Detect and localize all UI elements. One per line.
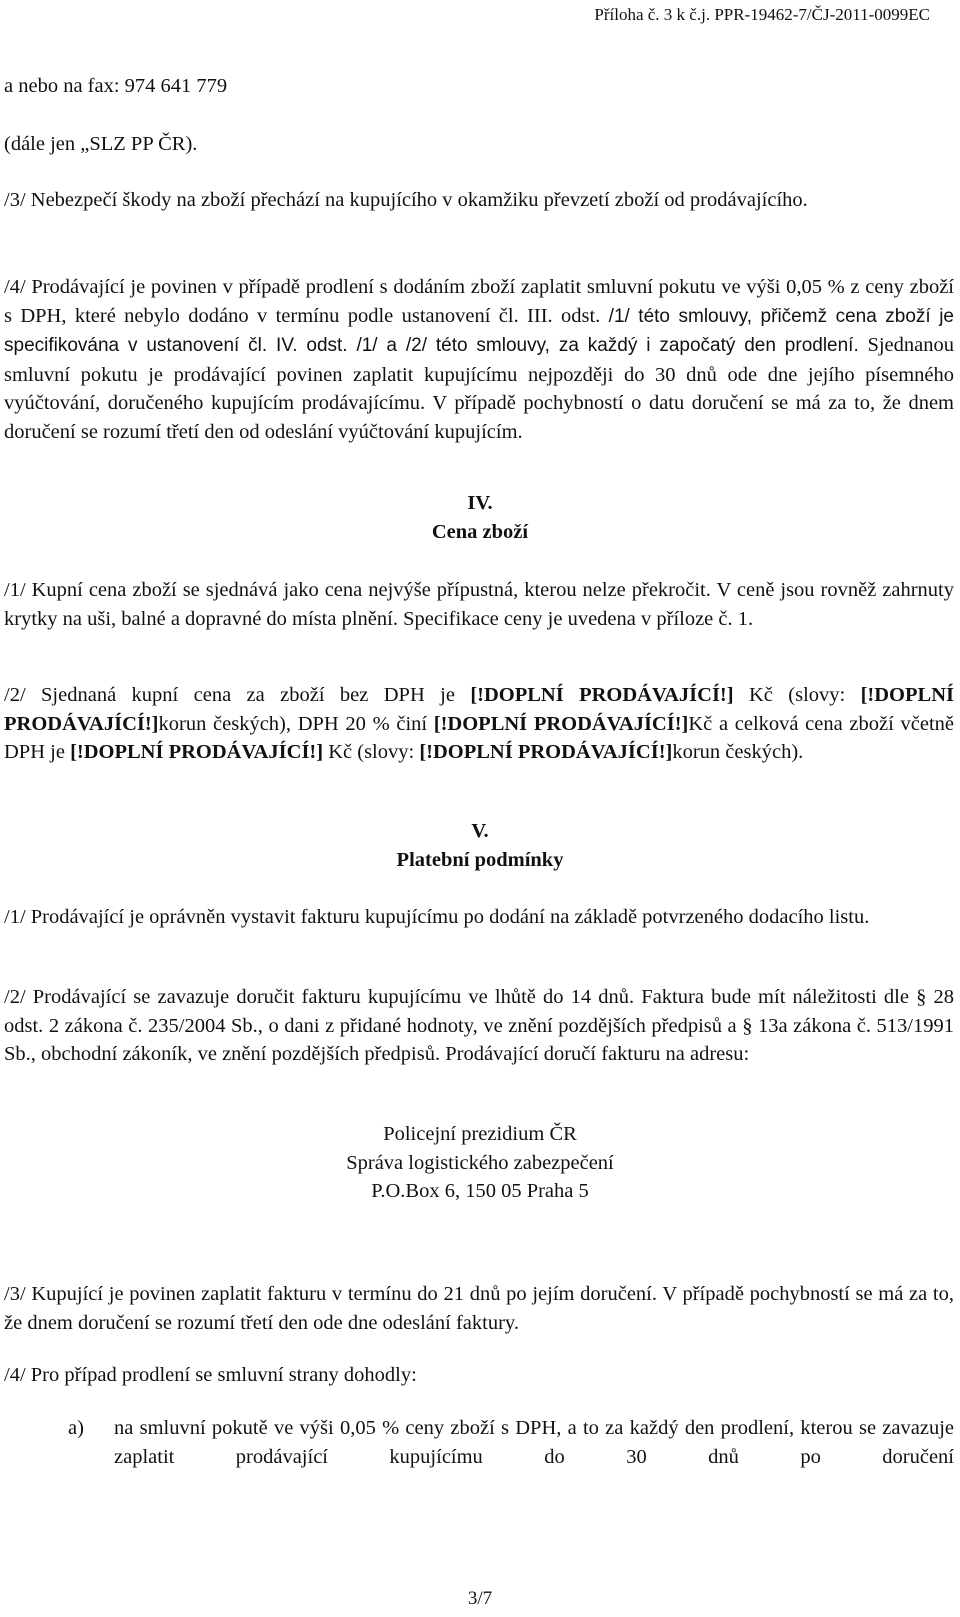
fill-placeholder: [!DOPLNÍ PRODÁVAJÍCÍ!] [470, 684, 734, 706]
section-5-paragraph-1: /1/ Prodávající je oprávněn vystavit fakturu kupujícímu po dodání na základě potvrzeného dodacího listu. [4, 906, 870, 928]
section-5-paragraph-3: /3/ Kupující je povinen zaplatit fakturu v termínu do 21 dnů po jejím doručení. V případě pochybností se má za to, že dnem doručení se rozumí třetí den ode dne odeslání faktury. [4, 1283, 954, 1334]
paragraph-3-risk: /3/ Nebezpečí škody na zboží přechází na kupujícího v okamžiku převzetí zboží od prodávajícího. [4, 189, 808, 211]
document-reference: Příloha č. 3 k č.j. PPR-19462-7/ČJ-2011-0099EC [594, 5, 930, 24]
paragraph-4-part-3: Sjednanou smluvní pokutu je prodávající povinen zaplatit kupujícímu nejpozději do 30 dnů ode dne jejího písemného vyúčtování, doručeného kupujícím prodávajícímu. V případě pochybností o datu doručení se má za to, že dnem doručení se rozumí třetí den od odeslání vyúčtování kupujícím. [4, 334, 955, 443]
fill-placeholder: [!DOPLNÍ PRODÁVAJÍCÍ!] [4, 684, 954, 735]
section-4-paragraph-1: /1/ Kupní cena zboží se sjednává jako cena nejvýše přípustná, kterou nelze překročit. V ceně jsou rovněž zahrnuty krytky na uši, balné a dopravné do místa plnění. Specifikace ceny je uvedena v příloze č. 1. [4, 579, 954, 630]
abbreviation-line: (dále jen „SLZ PP ČR). [4, 133, 198, 155]
section-5-title: Platební podmínky [396, 849, 564, 871]
paragraph-4-part-2: /1/ této smlouvy, přičemž cena zboží je specifikována v ustanovení čl. IV. odst. /1/ a /2/ této smlouvy, za každý i započatý den prodlení. [4, 305, 954, 356]
list-item-text: na smluvní pokutě ve výši 0,05 % ceny zboží s DPH, a to za každý den prodlení, kterou se zavazuje zaplatit prodávající kupujícímu do 30 dnů po doručení [114, 1417, 954, 1468]
section-4-paragraph-2: /2/ Sjednaná kupní cena za zboží bez DPH je [!DOPLNÍ PRODÁVAJÍCÍ!] Kč (slovy: [!DOPLNÍ PRODÁVAJÍCÍ!]korun českých), DPH 20 % činí [!DOPLNÍ PRODÁVAJÍCÍ!]Kč a celková cena zboží včetně DPH je [!DOPLNÍ PRODÁVAJÍCÍ!] Kč (slovy: [!DOPLNÍ PRODÁVAJÍCÍ!]korun českých). [4, 684, 954, 763]
list-item-a [68, 1414, 954, 1471]
list-marker: a) [68, 1417, 84, 1439]
address-line-1: Policejní prezidium ČR [383, 1123, 577, 1145]
section-4-title: Cena zboží [431, 521, 529, 543]
page-number: 3/7 [467, 1588, 493, 1609]
section-5-paragraph-4: /4/ Pro případ prodlení se smluvní strany dohodly: [4, 1364, 417, 1386]
paragraph-4-part-1: /4/ Prodávající je povinen v případě prodlení s dodáním zboží zaplatit smluvní pokutu ve výši 0,05 % z ceny zboží s DPH, které nebylo dodáno v termínu podle ustanovení čl. III. odst. [4, 276, 954, 327]
address-line-2: Správa logistického zabezpečení [346, 1152, 614, 1174]
section-4-number: IV. [467, 492, 493, 514]
fill-placeholder: [!DOPLNÍ PRODÁVAJÍCÍ!] [433, 712, 689, 735]
section-5-paragraph-2: /2/ Prodávající se zavazuje doručit fakturu kupujícímu ve lhůtě do 14 dnů. Faktura bude mít náležitosti dle § 28 odst. 2 zákona č. 235/2004 Sb., o dani z přidané hodnoty, ve znění pozdějších předpisů a § 13a zákona č. 513/1991 Sb., obchodní zákoník, ve znění pozdějších předpisů. Prodávající doručí fakturu na adresu: [4, 986, 954, 1065]
section-5-number: V. [471, 820, 489, 842]
address-line-3: P.O.Box 6, 150 05 Praha 5 [371, 1180, 589, 1202]
fill-placeholder: [!DOPLNÍ PRODÁVAJÍCÍ!] [70, 741, 324, 763]
fax-line: a nebo na fax: 974 641 779 [4, 75, 228, 97]
fill-placeholder: [!DOPLNÍ PRODÁVAJÍCÍ!] [419, 741, 673, 763]
paragraph-4-penalty [4, 273, 954, 446]
